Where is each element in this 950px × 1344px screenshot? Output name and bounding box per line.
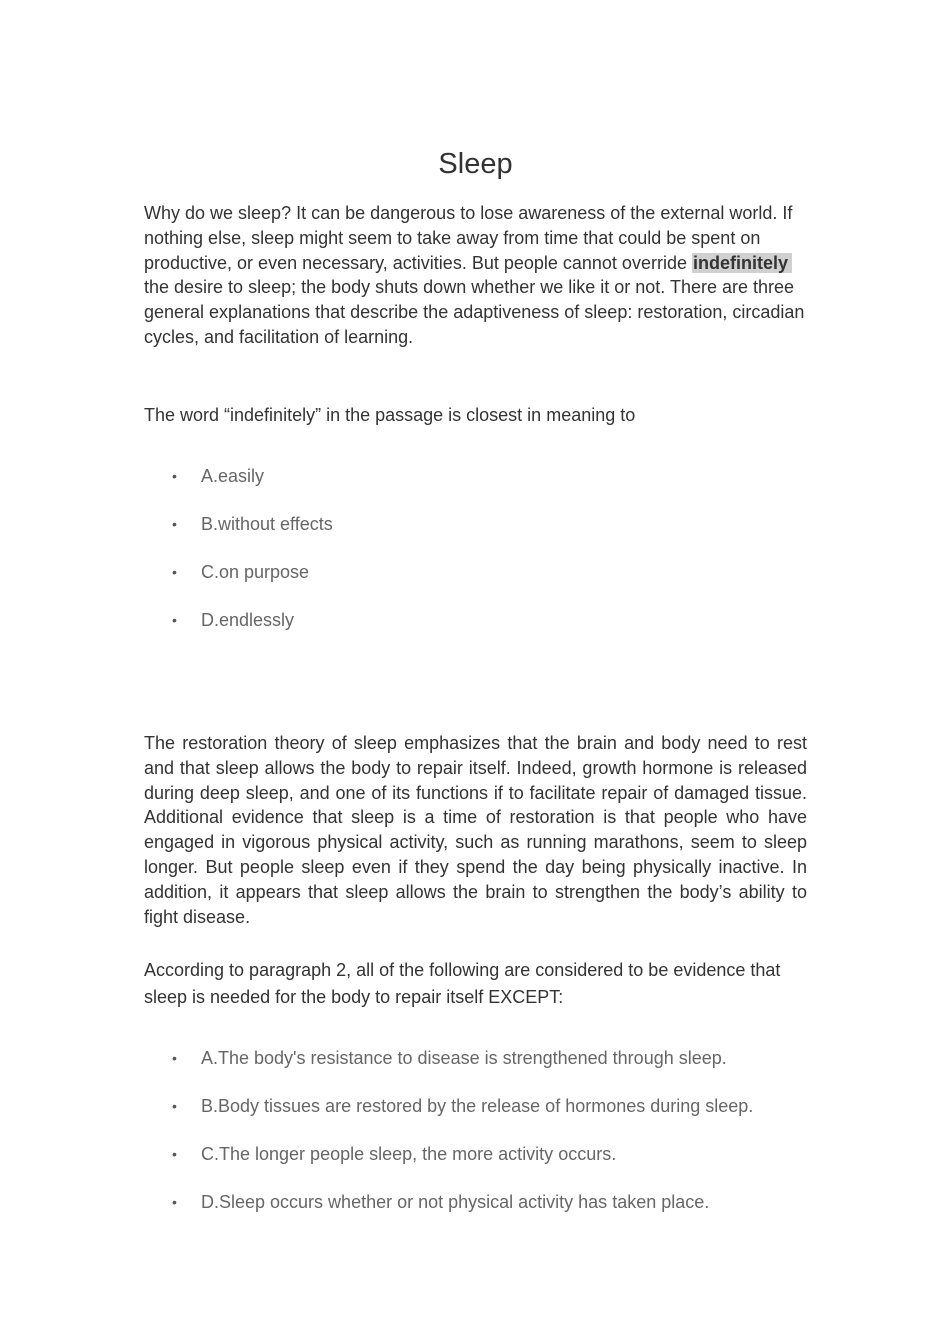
option-label: B.without effects [201, 514, 333, 534]
option-label: D.endlessly [201, 610, 295, 630]
bullet-icon: • [172, 1146, 177, 1162]
bullet-icon: • [172, 612, 177, 628]
bullet-icon: • [172, 468, 177, 484]
question-1-option-c[interactable] [144, 558, 844, 606]
passage-paragraph-1 [144, 201, 807, 350]
page-title: Sleep [438, 148, 513, 180]
passage-text-before: Why do we sleep? It can be dangerous to lose awareness of the external world. If nothing else, sleep might seem to take away from time that could be spent on productive, or even necessary, activities. But people cannot override [144, 203, 793, 273]
question-1-prompt: The word “indefinitely” in the passage is closest in meaning to [144, 405, 636, 425]
option-label: C.on purpose [201, 562, 310, 582]
question-1-option-a[interactable] [144, 462, 844, 510]
question-2-option-d[interactable] [144, 1188, 844, 1236]
option-label: A.easily [201, 466, 265, 486]
bullet-icon: • [172, 1050, 177, 1066]
question-2-options [144, 1044, 844, 1236]
bullet-icon: • [172, 1194, 177, 1210]
highlighted-word: indefinitely [692, 253, 792, 273]
option-label: B.Body tissues are restored by the release of hormones during sleep. [201, 1096, 754, 1116]
question-1-option-d[interactable] [144, 606, 844, 654]
question-2-prompt: According to paragraph 2, all of the following are considered to be evidence that sleep is needed for the body to repair itself EXCEPT: [144, 960, 781, 1007]
question-2-option-c[interactable] [144, 1140, 844, 1188]
bullet-icon: • [172, 564, 177, 580]
bullet-icon: • [172, 516, 177, 532]
passage-paragraph-2: The restoration theory of sleep emphasizes that the brain and body need to rest and that sleep allows the body to repair itself. Indeed, growth hormone is released during deep sleep, and one of its functions if to facilitate repair of damaged tissue. Additional evidence that sleep is a time of restoration is that people who have engaged in vigorous physical activity, such as running marathons, seem to sleep longer. But people sleep even if they spend the day being physically inactive. In addition, it appears that sleep allows the brain to strengthen the body’s ability to fight disease. [144, 733, 807, 927]
question-2-option-a[interactable] [144, 1044, 844, 1092]
option-label: D.Sleep occurs whether or not physical activity has taken place. [201, 1192, 710, 1212]
option-label: A.The body's resistance to disease is strengthened through sleep. [201, 1048, 727, 1068]
bullet-icon: • [172, 1098, 177, 1114]
question-2-option-b[interactable] [144, 1092, 844, 1140]
question-1-options [144, 462, 844, 654]
question-1-option-b[interactable] [144, 510, 844, 558]
passage-text-after: the desire to sleep; the body shuts down whether we like it or not. There are three general explanations that describe the adaptiveness of sleep: restoration, circadian cycles, and facilitation of learning. [144, 277, 805, 347]
option-label: C.The longer people sleep, the more activity occurs. [201, 1144, 617, 1164]
